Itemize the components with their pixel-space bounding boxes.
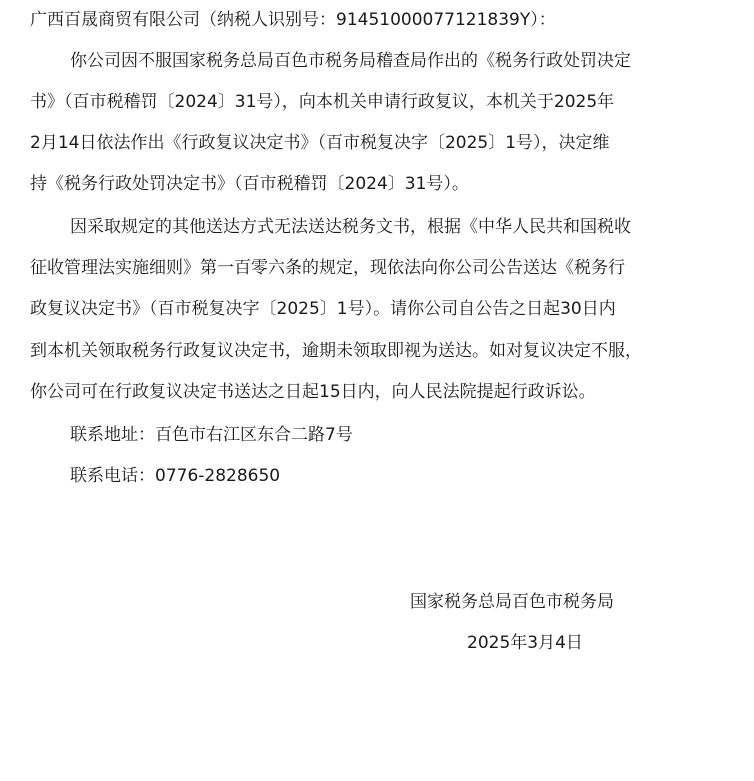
paragraph2-line2: 征收管理法实施细则》第一百零六条的规定，现依法向你公司公告送达《税务行: [30, 258, 625, 278]
paragraph2-line4: 到本机关领取税务行政复议决定书，逾期未领取即视为送达。如对复议决定不服，: [30, 341, 642, 361]
paragraph2-line3: 政复议决定书》（百市税复决字〔2025〕1号）。请你公司自公告之日起30日内: [30, 299, 616, 319]
addressee-line: 广西百晟商贸有限公司（纳税人识别号：91451000077121839Y）：: [30, 10, 556, 30]
paragraph2-line1: 因采取规定的其他送达方式无法送达税务文书，根据《中华人民共和国税收: [70, 217, 631, 237]
issue-date: 2025年3月4日: [467, 633, 583, 653]
paragraph1-line2: 书》（百市税稽罚〔2024〕31号），向本机关申请行政复议，本机关于2025年: [30, 92, 615, 112]
paragraph1-line3: 2月14日依法作出《行政复议决定书》（百市税复决字〔2025〕1号），决定维: [30, 133, 610, 153]
issuer-signature: 国家税务总局百色市税务局: [410, 592, 614, 612]
paragraph1-line4: 持《税务行政处罚决定书》（百市税稽罚〔2024〕31号）。: [30, 174, 469, 194]
contact-address: 联系地址：百色市右江区东合二路7号: [70, 425, 353, 445]
paragraph1-line1: 你公司因不服国家税务总局百色市税务局稽查局作出的《税务行政处罚决定: [70, 51, 631, 71]
paragraph2-line5: 你公司可在行政复议决定书送达之日起15日内，向人民法院提起行政诉讼。: [30, 382, 596, 402]
contact-phone: 联系电话：0776-2828650: [70, 466, 281, 486]
